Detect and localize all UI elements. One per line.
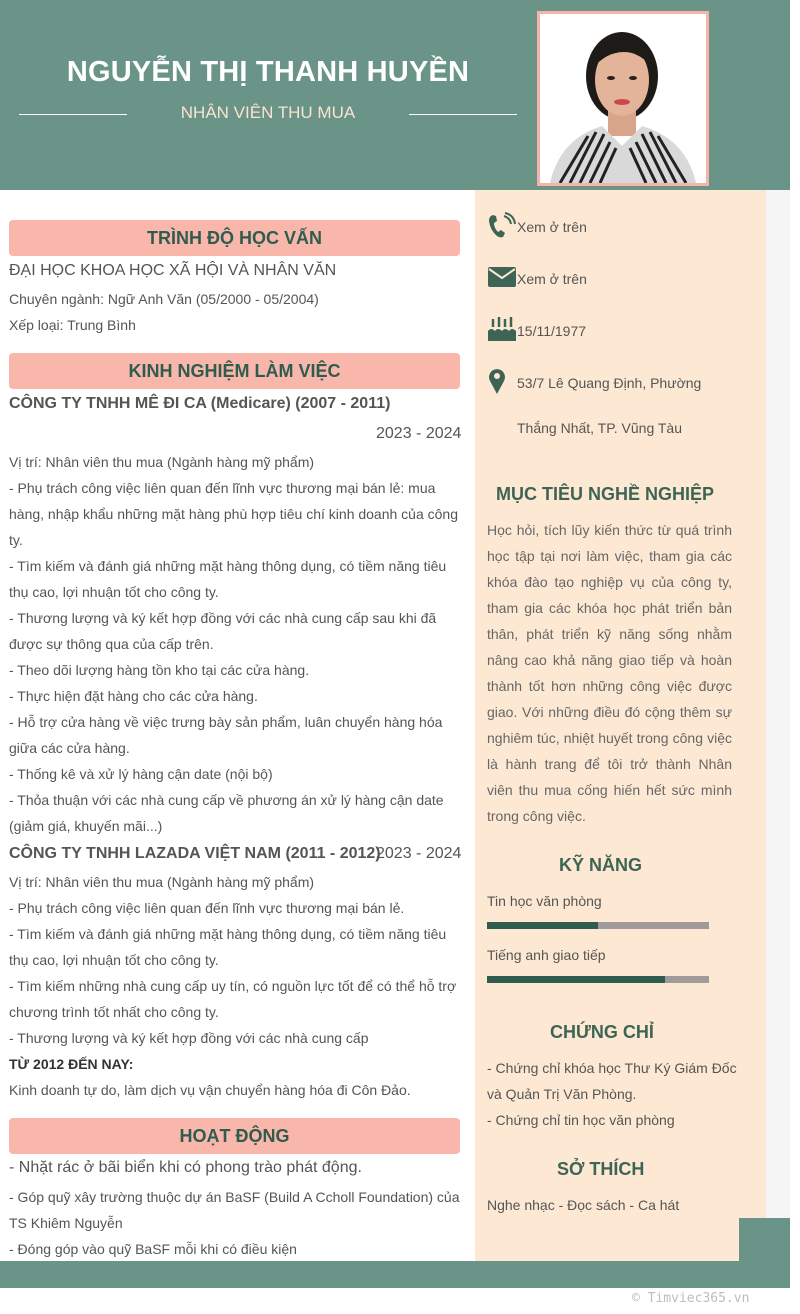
skills-heading: KỸ NĂNG (559, 855, 643, 875)
skill-name: Tiếng anh giao tiếp (487, 947, 606, 963)
birthday-cake-icon (487, 314, 517, 342)
job-1-line: - Thỏa thuận với các nhà cung cấp về phương án xử lý hàng cận date (9, 792, 444, 808)
current-work-heading: TỪ 2012 ĐẾN NAY: (9, 1056, 134, 1072)
job-1-line: được sự thông qua của cấp trên. (9, 636, 214, 652)
map-pin-icon (487, 367, 517, 395)
job-1-period: 2023 - 2024 (376, 425, 462, 442)
corner-block (739, 1218, 790, 1261)
job-1-line: thụ cao, lợi nhuận tốt cho công ty. (9, 584, 219, 600)
job-2-line: - Phụ trách công việc liên quan đến lĩnh vực thương mại bán lẻ. (9, 900, 405, 916)
job-2-line: - Tìm kiếm những nhà cung cấp uy tín, có nguồn lực tốt để có thể hỗ trợ (9, 978, 457, 994)
certificates-heading: CHỨNG CHỈ (550, 1022, 654, 1042)
education-major: Chuyên ngành: Ngữ Anh Văn (05/2000 - 05/2004) (9, 291, 319, 307)
watermark: © Timviec365.vn (632, 1291, 750, 1306)
job-1-line: - Thực hiện đặt hàng cho các cửa hàng. (9, 688, 258, 704)
job-1-line: - Tìm kiếm và đánh giá những mặt hàng thông dụng, có tiềm năng tiêu (9, 558, 447, 574)
objective-heading: MỤC TIÊU NGHỀ NGHIỆP (496, 484, 715, 504)
job-2-line: - Tìm kiếm và đánh giá những mặt hàng thông dụng, có tiềm năng tiêu (9, 926, 447, 942)
education-heading: TRÌNH ĐỘ HỌC VẤN (9, 220, 460, 256)
job-2-line: Vị trí: Nhân viên thu mua (Ngành hàng mỹ phẩm) (9, 874, 315, 890)
job-2-company: CÔNG TY TNHH LAZADA VIỆT NAM (2011 - 2012) (9, 845, 381, 862)
skill-name: Tin học văn phòng (487, 893, 602, 909)
objective-text: Học hỏi, tích lũy kiến thức từ quá trình học tập tại nơi làm việc, tham gia các khóa đào tạo nghiệp vụ của công ty, tham gia các khóa học phát triển bản thân, phát triển kỹ năng sống nhằm nâng cao khả năng giao tiếp và hoàn thành tốt hơn những công việc được giao. Với những điều đó cộng thêm sự nghiêm túc, nhiệt huyết trong công việc là hành trang để tôi trở thành Nhân viên thu mua cống hiến hết sức mình trong công việc. (487, 522, 732, 824)
job-1-line: (giảm giá, khuyến mãi...) (9, 818, 163, 834)
job-2-line: thụ cao, lợi nhuận tốt cho công ty. (9, 952, 219, 968)
job-2-line: chương trình tốt nhất cho công ty. (9, 1004, 219, 1020)
certificate-line: - Chứng chỉ tin học văn phòng (487, 1112, 675, 1128)
contact-phone: Xem ở trên (517, 219, 587, 235)
job-1-line: - Thống kê và xử lý hàng cận date (nội bộ) (9, 766, 273, 782)
footer-bar (0, 1261, 790, 1288)
envelope-icon (487, 265, 517, 293)
job-1-company: CÔNG TY TNHH MÊ ĐI CA (Medicare) (2007 - 2011) (9, 395, 391, 412)
job-2-period: 2023 - 2024 (376, 845, 462, 862)
activity-item: - Nhặt rác ở bãi biển khi có phong trào phát động. (9, 1159, 362, 1176)
profile-photo (537, 11, 709, 186)
activities-heading: HOẠT ĐỘNG (9, 1118, 460, 1154)
hobbies-text: Nghe nhạc - Đọc sách - Ca hát (487, 1197, 680, 1213)
job-1-line: giữa các cửa hàng. (9, 740, 130, 756)
job-1-line: Vị trí: Nhân viên thu mua (Ngành hàng mỹ phẩm) (9, 454, 315, 470)
job-2-line: - Thương lượng và ký kết hợp đồng với các nhà cung cấp (9, 1030, 369, 1046)
job-1-line: - Hỗ trợ cửa hàng về việc trưng bày sản phẩm, luân chuyển hàng hóa (9, 714, 443, 730)
job-1-line: - Theo dõi lượng hàng tồn kho tại các cửa hàng. (9, 662, 310, 678)
job-1-line: - Thương lượng và ký kết hợp đồng với các nhà cung cấp sau khi đã (9, 610, 437, 626)
current-work-text: Kinh doanh tự do, làm dịch vụ vận chuyển hàng hóa đi Côn Đảo. (9, 1082, 411, 1098)
skill-bar (487, 922, 709, 929)
phone-icon (487, 212, 517, 240)
skill-bar (487, 976, 709, 983)
activity-item: TS Khiêm Nguyễn (9, 1215, 123, 1231)
activity-item: - Đóng góp vào quỹ BaSF mỗi khi có điều kiện (9, 1241, 297, 1257)
education-school: ĐẠI HỌC KHOA HỌC XÃ HỘI VÀ NHÂN VĂN (9, 262, 337, 279)
title-divider-right (409, 114, 517, 115)
candidate-name: NGUYỄN THỊ THANH HUYỀN (66, 56, 470, 88)
activity-item: - Góp quỹ xây trường thuộc dự án BaSF (Build A Ccholl Foundation) của (9, 1189, 460, 1205)
certificate-line: và Quản Trị Văn Phòng. (487, 1086, 637, 1102)
contact-birthday: 15/11/1977 (517, 323, 587, 339)
title-divider-left (19, 114, 127, 115)
skill-bar-fill (487, 922, 598, 929)
education-rank: Xếp loại: Trung Bình (9, 317, 136, 333)
job-title: NHÂN VIÊN THU MUA (180, 103, 356, 122)
certificate-line: - Chứng chỉ khóa học Thư Ký Giám Đốc (487, 1060, 737, 1076)
job-1-line: - Phụ trách công việc liên quan đến lĩnh vực thương mại bán lẻ: mua (9, 480, 436, 496)
experience-heading: KINH NGHIỆM LÀM VIỆC (9, 353, 460, 389)
contact-address-line1: 53/7 Lê Quang Định, Phường (517, 375, 702, 391)
contact-address-line2: Thắng Nhất, TP. Vũng Tàu (517, 420, 683, 436)
job-1-line: ty. (9, 532, 23, 548)
hobbies-heading: SỞ THÍCH (557, 1159, 645, 1179)
job-1-line: hàng, nhập khẩu những mặt hàng phù hợp tiêu chí kinh doanh của công (9, 506, 459, 522)
right-gutter (766, 190, 790, 1218)
contact-email: Xem ở trên (517, 271, 587, 287)
skill-bar-fill (487, 976, 665, 983)
